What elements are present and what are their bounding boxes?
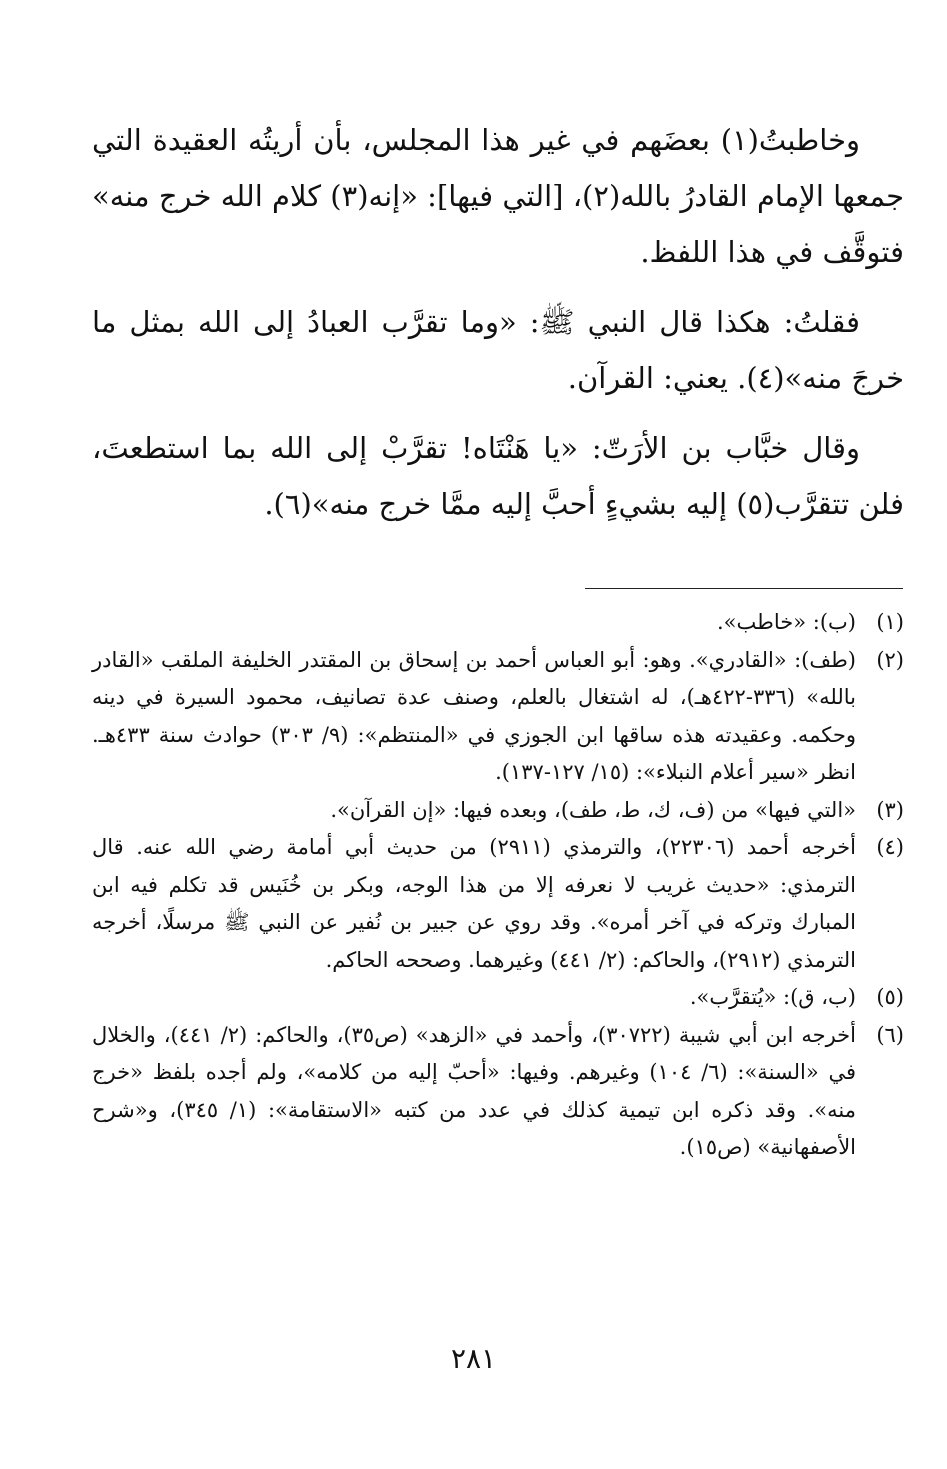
footnote-text: «التي فيها» من (ف، ك، ط، طف)، وبعده فيها: «إن القرآن».	[330, 797, 856, 822]
footnote-text: أخرجه ابن أبي شيبة (٣٠٧٢٢)، وأحمد في «الزهد» (ص٣٥)، والحاكم: (٢/ ٤٤١)، والخلال في «السنة»: (٦/ ١٠٤) وغيرهم. وفيها: «أحبّ إليه من كلامه»، ولم أجده بلفظ «خرج منه». وقد ذكره ابن تيمية كذلك في عدد من كتبه «الاستقامة»: (١/ ٣٤٥)، و«شرح الأصفهانية» (ص١٥).	[92, 1022, 856, 1159]
paragraph-1: وخاطبتُ(١) بعضَهم في غير هذا المجلس، بأن أريتُه العقيدة التي جمعها الإمام القادرُ بالله(٢)، [التي فيها]: «إنه(٣) كلام الله خرج منه» فتوقَّف في هذا اللفظ.	[92, 123, 905, 269]
footnote-4	[92, 829, 904, 979]
footnote-text: (طف): «القادري». وهو: أبو العباس أحمد بن إسحاق بن المقتدر الخليفة الملقب «القادر بالله» (٣٣٦-٤٢٢هـ)، له اشتغال بالعلم، وصنف عدة تصانيف، محمود السيرة في دينه وحكمه. وعقيدته هذه ساقها ابن الجوزي في «المنتظم»: (٩/ ٣٠٣) حوادث سنة ٤٣٣هـ. انظر «سير أعلام النبلاء»: (١٥/ ١٢٧-١٣٧).	[92, 647, 856, 784]
footnote-3	[92, 792, 904, 830]
main-text	[92, 112, 904, 546]
footnote-number: (٦)	[876, 1022, 904, 1047]
footnote-number: (١)	[876, 610, 904, 634]
footnote-2	[92, 642, 904, 792]
footnote-number: (٢)	[876, 647, 904, 672]
footnote-text: أخرجه أحمد (٢٢٣٠٦)، والترمذي (٢٩١١) من حديث أبي أمامة رضي الله عنه. قال الترمذي: «حديث غريب لا نعرفه إلا من هذا الوجه، وبكر بن خُنَيس قد تكلم فيه ابن المبارك وتركه في آخر أمره». وقد روي عن جبير بن نُفير عن النبي ﷺ مرسلًا، أخرجه الترمذي (٢٩١٢)، والحاكم: (٢/ ٤٤١) وغيرهما. وصححه الحاكم.	[92, 835, 856, 972]
footnotes	[92, 604, 904, 1167]
footnote-number: (٣)	[876, 797, 904, 822]
page-number: ٢٨١	[450, 1342, 497, 1375]
footnote-divider	[585, 588, 903, 589]
paragraph-3: وقال خبَّاب بن الأرَتّ: «يا هَنْتَاه! تقرَّبْ إلى الله بما استطعتَ، فلن تتقرَّب(٥) إليه بشيءٍ أحبَّ إليه ممَّا خرج منه»(٦).	[92, 431, 904, 521]
footnote-number: (٥)	[876, 985, 904, 1009]
footnote-number: (٤)	[876, 835, 904, 859]
footnote-6	[92, 1017, 904, 1167]
paragraph-2: فقلتُ: هكذا قال النبي ﷺ: «وما تقرَّب العبادُ إلى الله بمثل ما خرجَ منه»(٤). يعني: القرآن.	[92, 305, 904, 395]
footnote-text: (ب): «خاطب».	[717, 610, 856, 634]
footnote-text: (ب، ق): «يُتقرَّب».	[689, 985, 856, 1009]
footnote-1	[92, 604, 904, 642]
footnote-5	[92, 979, 904, 1017]
